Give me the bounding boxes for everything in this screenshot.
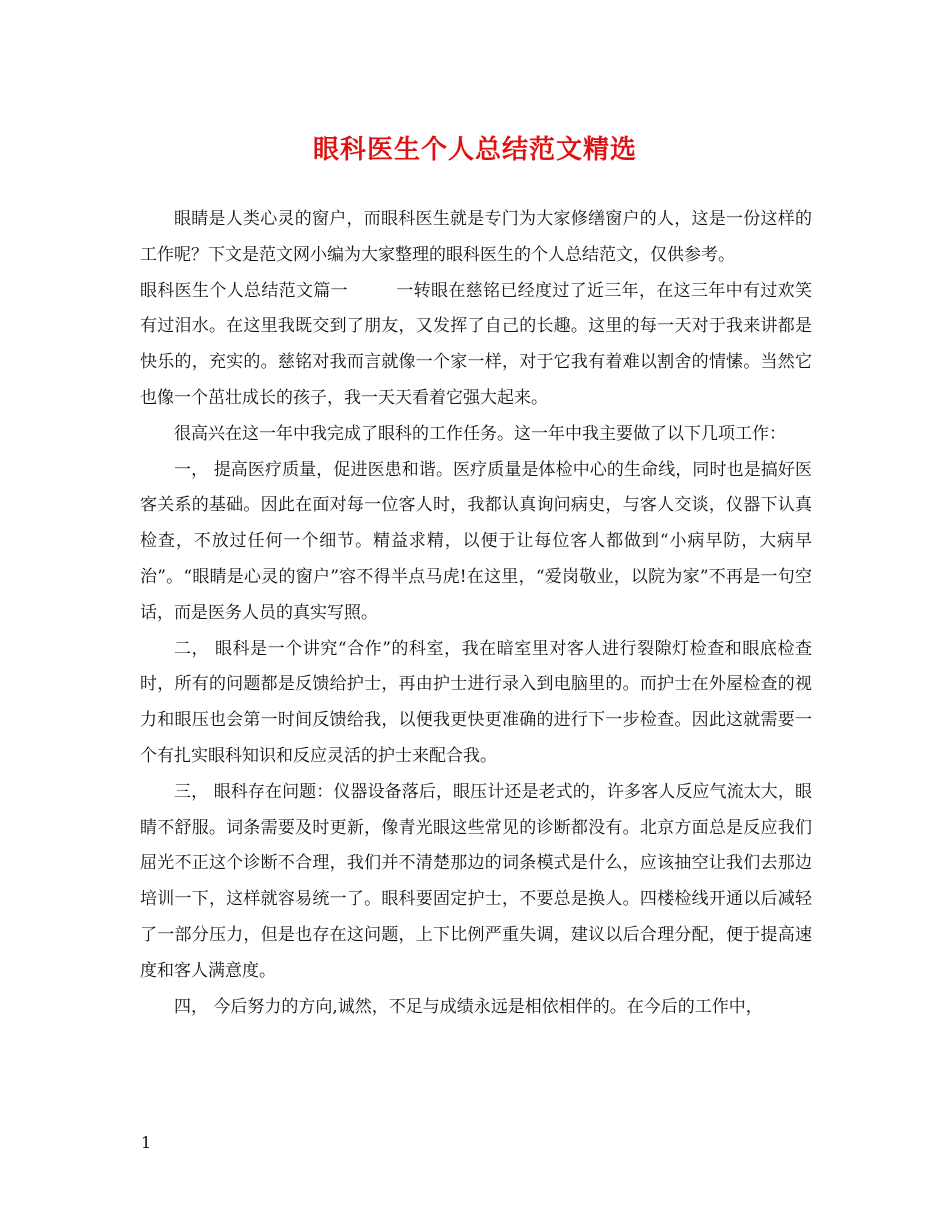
item-paragraph-1: 一， 提高医疗质量，促进医患和谐。医疗质量是体检中心的生命线，同时也是搞好医客关系的基础。因此在面对每一位客人时，我都认真询问病史，与客人交谈，仪器下认真检查，不放过任何一个细节。精益求精，以便于让每位客人都做到“小病早防，大病早治”。“眼睛是心灵的窗户”容不得半点马虎!在这里，“爱岗敬业，以院为家”不再是一句空话，而是医务人员的真实写照。 bbox=[140, 459, 812, 623]
item-paragraph-2: 二， 眼科是一个讲究“合作”的科室，我在暗室里对客人进行裂隙灯检查和眼底检查时，所有的问题都是反馈给护士，再由护士进行录入到电脑里的。而护士在外屋检查的视力和眼压也会第一时间反馈给我，以便我更快更准确的进行下一步检查。因此这就需要一个有扎实眼科知识和反应灵活的护士来配合我。 bbox=[140, 638, 812, 766]
section-text: 一转眼在慈铭已经度过了近三年，在这三年中有过欢笑有过泪水。在这里我既交到了朋友，又发挥了自己的长趣。这里的每一天对于我来讲都是快乐的，充实的。慈铭对我而言就像一个家一样，对于它我有着难以割舍的情愫。当然它也像一个茁壮成长的孩子，我一天天看着它强大起来。 bbox=[140, 280, 812, 408]
document-title: 眼科医生个人总结范文精选 bbox=[312, 135, 637, 165]
item-paragraph-4: 四， 今后努力的方向,诚然，不足与成绩永远是相依相伴的。在今后的工作中， bbox=[174, 996, 763, 1017]
work-paragraph: 很高兴在这一年中我完成了眼科的工作任务。这一年中我主要做了以下几项工作： bbox=[174, 423, 786, 444]
intro-paragraph: 眼睛是人类心灵的窗户，而眼科医生就是专门为大家修缮窗户的人，这是一份这样的工作呢？下文是范文网小编为大家整理的眼科医生的个人总结范文，仅供参考。 bbox=[140, 209, 812, 265]
item-paragraph-3: 三， 眼科存在问题：仪器设备落后，眼压计还是老式的，许多客人反应气流太大，眼睛不舒服。词条需要及时更新，像青光眼这些常见的诊断都没有。北京方面总是反应我们屈光不正这个诊断不合理，我们并不清楚那边的词条模式是什么，应该抽空让我们去那边培训一下，这样就容易统一了。眼科要固定护士，不要总是换人。四楼检线开通以后减轻了一部分压力，但是也存在这问题，上下比例严重失调，建议以后合理分配，便于提高速度和客人满意度。 bbox=[140, 781, 812, 981]
section-paragraph bbox=[140, 274, 812, 417]
page-number: 1 bbox=[141, 1133, 152, 1152]
section-heading: 眼科医生个人总结范文篇一 bbox=[140, 280, 348, 301]
document-body bbox=[140, 202, 812, 1025]
